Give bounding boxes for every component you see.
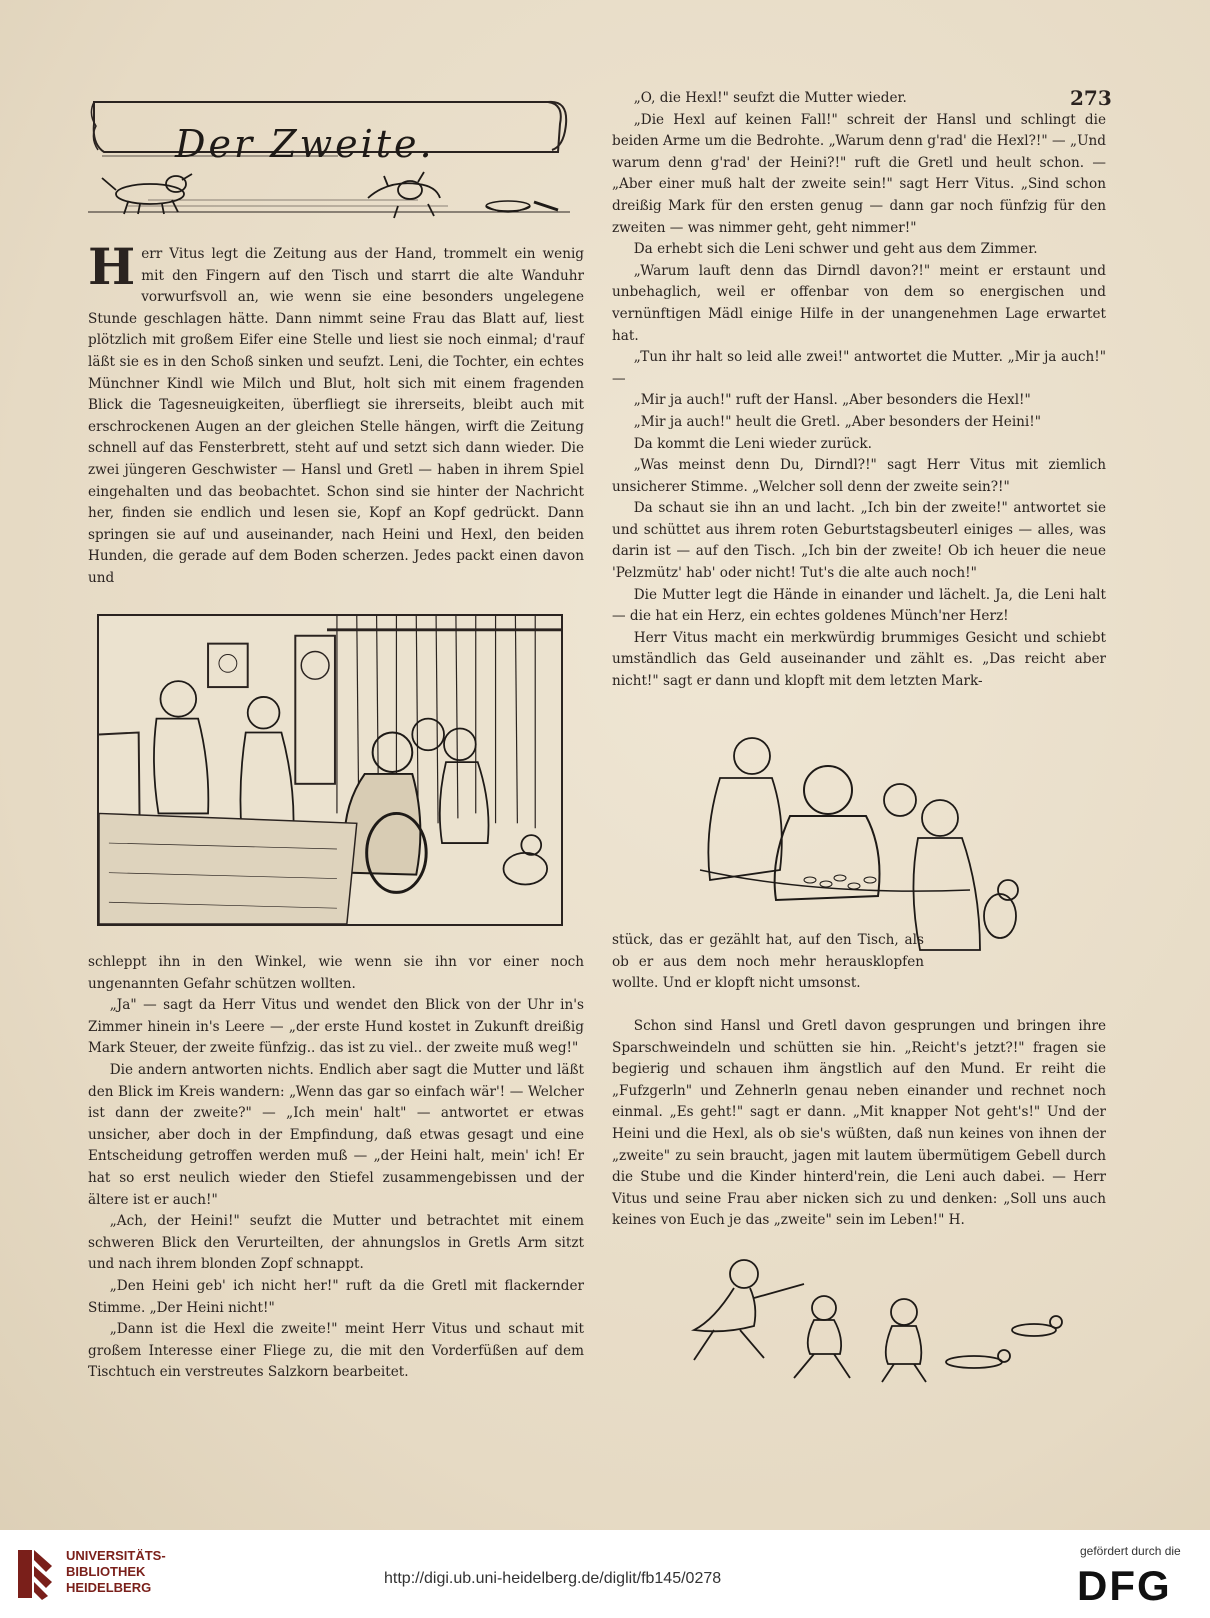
paragraph <box>88 237 584 590</box>
library-name-line: HEIDELBERG <box>66 1580 152 1595</box>
dfg-logo: DFG <box>1077 1562 1172 1609</box>
left-column-top <box>88 237 584 590</box>
paragraph: Da schaut sie ihn an und lacht. „Ich bin der zweite!" antwortet sie und schüttet aus ihrem roten Geburtstagsbeuterl einiges — alles, was darin ist — auf den Tisch. „Ich bin der zweite! Ob ich heuer die neue 'Pelzmütz' hab' oder nicht! Tut's die alte auch noch!" <box>612 500 1106 582</box>
viewer-footer <box>0 1530 1210 1618</box>
paragraph: „Dann ist die Hexl die zweite!" meint Herr Vitus und schaut mit großem Interesse einer Fliege zu, die mit den Vorderfüßen auf dem Tischtuch ein verstreutes Salzkorn bearbeitet. <box>88 1321 584 1381</box>
library-name <box>66 1548 166 1596</box>
paragraph: „Warum lauft denn das Dirndl davon?!" meint er erstaunt und unbehaglich, weil er offenbar von dem so energischen und vernünftigen Mädl einige Hilfe in der unangenehmen Lage erwartet hat. <box>612 262 1106 344</box>
right-column-middle <box>612 930 924 995</box>
paragraph: Da erhebt sich die Leni schwer und geht aus dem Zimmer. <box>633 241 1038 258</box>
dropcap: H <box>88 237 136 296</box>
paragraph: „Den Heini geb' ich nicht her!" ruft da die Gretl mit flackernder Stimme. „Der Heini nicht!" <box>88 1277 584 1316</box>
paragraph: „Mir ja auch!" ruft der Hansl. „Aber besonders die Hexl!" <box>633 392 1031 409</box>
title-lettering: Der Zweite. <box>175 122 435 166</box>
paragraph: „Ja" — sagt da Herr Vitus und wendet den Blick von der Uhr in's Zimmer hinein in's Leere — „der erste Hund kostet in Zukunft dreißig Mark Steuer, der zweite fünfzig.. das ist zu viel.. der zweite muß weg!" <box>88 997 584 1057</box>
paragraph: „Die Hexl auf keinen Fall!" schreit der Hansl und schlingt die beiden Arme um die Bedrohte. „Warum denn g'rad' die Hexl?!" — „Und warum denn g'rad' der Heini?!" ruft die Gretl und heult schon. — „Aber einer muß halt der zweite sein!" sagt Herr Vitus. „Sind schon dreißig Mark für den ersten genug — dann gar noch fünfzig für den zweiten — was nimmer geht, geht nimmer!" <box>612 111 1106 236</box>
paragraph: Die andern antworten nichts. Endlich aber sagt die Mutter und läßt den Blick im Kreis wandern: „Wenn das gar so einfach wär'! — Welcher ist dann der zweite?" — „Ich mein' halt" — antwortet er etwas unsicher, aber doch in der Empfindung, daß etwas gesagt und eine Entscheidung getroffen werden muß — „der Heini halt, mein' ich! Er hat so erst neulich wieder den Stiefel zusammengebissen und der ältere ist er auch!" <box>88 1061 584 1208</box>
paragraph: „Mir ja auch!" heult die Gretl. „Aber besonders der Heini!" <box>633 413 1041 430</box>
library-logo-icon <box>14 1546 56 1602</box>
permalink-url[interactable]: http://digi.ub.uni-heidelberg.de/diglit/fb145/0278 <box>384 1570 722 1587</box>
paragraph: schleppt ihn in den Winkel, wie wenn sie ihn vor einer noch ungenannten Gefahr schützen wollten. <box>88 954 584 992</box>
paragraph: Die Mutter legt die Hände in einander und lächelt. Ja, die Leni halt — die hat ein Herz, ein echtes goldenes Münch'ner Herz! <box>612 586 1106 625</box>
sponsor-label: gefördert durch die <box>1080 1544 1181 1558</box>
right-column-top <box>612 88 1106 693</box>
page-number: 273 <box>1070 86 1112 110</box>
paragraph: Da kommt die Leni wieder zurück. <box>633 435 872 452</box>
family-table-illustration <box>97 614 563 926</box>
paragraph-text: err Vitus legt die Zeitung aus der Hand, trommelt ein wenig mit den Fingern auf den Tisch und starrt die alte Wanduhr vorwurfsvoll an, wie wenn sie eine besonders ungelegene Stunde geschlagen hätte. Dann nimmt seine Frau das Blatt auf, liest plötzlich mit großem Eifer eine Stelle und liest sie noch einmal; d'rauf läßt sie es in den Schoß sinken und seufzt. Leni, die Tochter, ein echtes Münchner Kindl wie Milch und Blut, holt sich mit einem fragenden Blick die Tagesneuigkeiten, überfliegt sie ihrerseits, bleibt auch mit erschrockenen Augen an der gleichen Stelle hängen, wirft die Zeitung schnell auf das Fensterbrett, steht auf und setzt sich dann wieder. Die zwei jüngeren Geschwister — Hansl und Gretl — haben in ihrem Spiel eingehalten und das beobachtet. Schon sind sie hinter der Nachricht her, finden sie endlich und lesen sie, Kopf an Kopf gedrückt. Dann springen sie auf und auseinander, nach Heini und Hexl, den beiden Hunden, die gerade auf dem Boden scherzen. Jedes packt einen davon und <box>88 246 584 586</box>
paragraph: „O, die Hexl!" seufzt die Mutter wieder. <box>633 90 907 106</box>
left-column-bottom <box>88 952 584 1384</box>
paragraph: „Tun ihr halt so leid alle zwei!" antwortet die Mutter. „Mir ja auch!" — <box>612 349 1106 387</box>
library-name-line: BIBLIOTHEK <box>66 1564 146 1579</box>
paragraph: Schon sind Hansl und Gretl davon gesprungen und bringen ihre Sparschweindeln und schütten sie hin. „Reicht's jetzt?!" fragen sie begierig und schauen ihm ängstlich auf den Mund. Er reiht die „Fufzgerln" und Zehnerln genau neben einander und rechnet noch einmal. „Es geht!" sagt er dann. „Mit knapper Not geht's!" Und der Heini und die Hexl, als ob sie's wüßten, daß nun keines von ihnen der „zweite" zu sein braucht, jagen mit lautem übermütigem Gebell durch die Stube und die Kinder hinterd'rein, die Leni auch dabei. — Herr Vitus und seine Frau aber nicken sich zu und denken: „Soll uns auch keines von Euch je das „zweite" sein im Leben!" H. <box>612 1018 1106 1229</box>
paragraph: Herr Vitus macht ein merkwürdig brummiges Gesicht und schiebt umständlich das Geld auseinander und zählt es. „Das reicht aber nicht!" sagt er dann und klopft mit dem letzten Mark- <box>612 629 1106 690</box>
library-name-line: UNIVERSITÄTS- <box>66 1548 166 1563</box>
paragraph: stück, das er gezählt hat, auf den Tisch, als ob er aus dem noch mehr herausklopfen wollte. Und er klopft nicht umsonst. <box>612 932 924 992</box>
right-column-bottom <box>612 1016 1106 1232</box>
running-children-illustration <box>654 1250 1074 1390</box>
paragraph: „Ach, der Heini!" seufzt die Mutter und betrachtet mit einem schweren Blick den Verurteilten, der ahnungslos in Gretls Arm sitzt und nach ihrem blonden Zopf schnappt. <box>88 1213 584 1273</box>
paragraph: „Was meinst denn Du, Dirndl?!" sagt Herr Vitus mit ziemlich unsicherer Stimme. „Welcher soll denn der zweite sein?!" <box>612 457 1106 495</box>
